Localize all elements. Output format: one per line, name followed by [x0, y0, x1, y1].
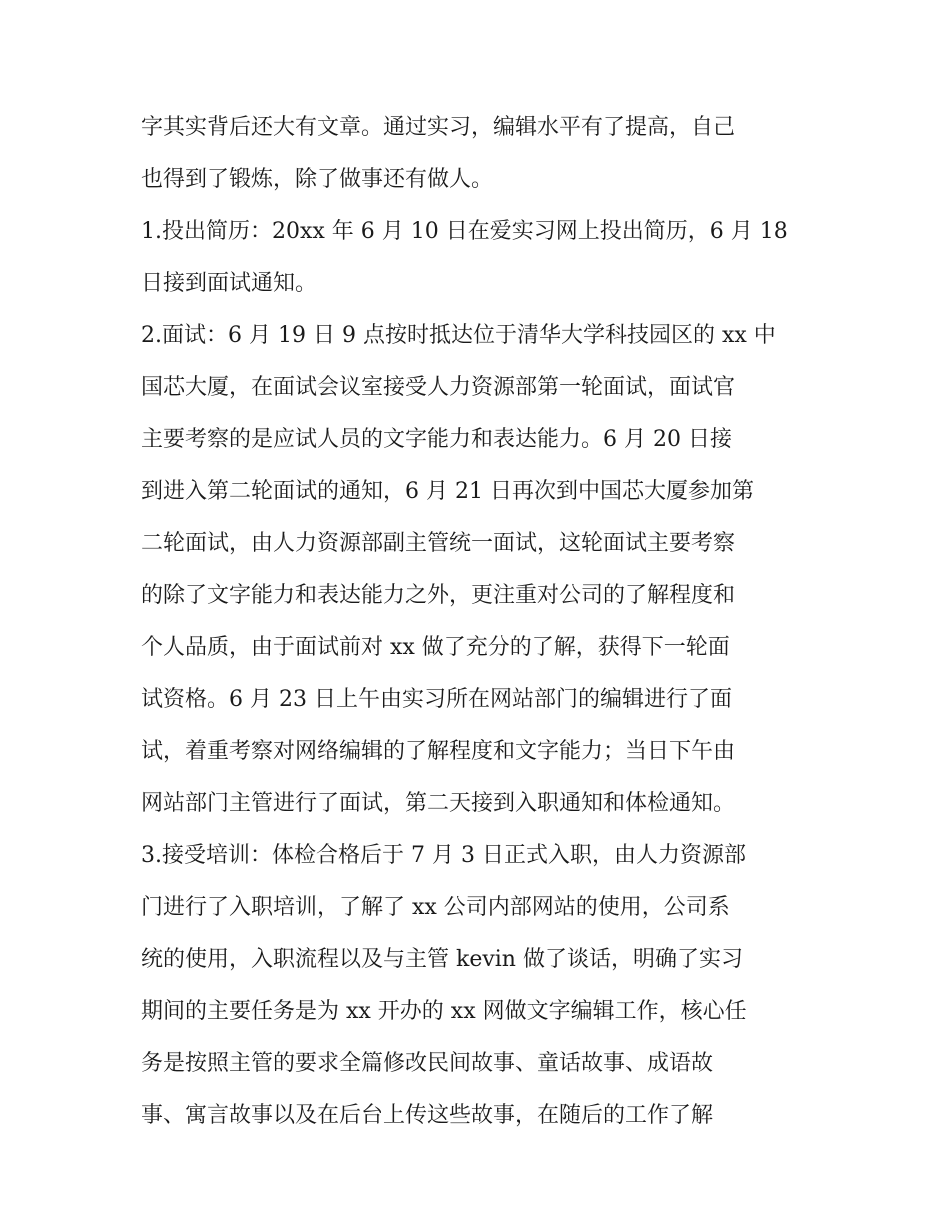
text-line: 网站部门主管进行了面试，第二天接到入职通知和体检通知。 — [141, 791, 736, 816]
text-line: 个人品质，由于面试前对 xx 做了充分的了解，获得下一轮面 — [141, 635, 730, 660]
text-line: 到进入第二轮面试的通知，6 月 21 日再次到中国芯大厦参加第 — [141, 479, 754, 504]
text-line: 也得到了锻炼，除了做事还有做人。 — [141, 167, 494, 192]
text-line: 试，着重考察对网络编辑的了解程度和文字能力；当日下午由 — [141, 739, 736, 764]
body-text — [141, 102, 821, 1142]
text-line: 主要考察的是应试人员的文字能力和表达能力。6 月 20 日接 — [141, 427, 732, 452]
text-line: 国芯大厦，在面试会议室接受人力资源部第一轮面试，面试官 — [141, 375, 736, 400]
text-line: 3.接受培训：体检合格后于 7 月 3 日正式入职，由人力资源部 — [141, 843, 746, 868]
text-line: 事、寓言故事以及在后台上传这些故事，在随后的工作了解 — [141, 1103, 714, 1128]
text-line: 的除了文字能力和表达能力之外，更注重对公司的了解程度和 — [141, 583, 736, 608]
text-line: 二轮面试，由人力资源部副主管统一面试，这轮面试主要考察 — [141, 531, 736, 556]
text-line: 统的使用，入职流程以及与主管 kevin 做了谈话，明确了实习 — [141, 947, 743, 972]
text-line: 门进行了入职培训，了解了 xx 公司内部网站的使用，公司系 — [141, 895, 730, 920]
text-line: 2.面试：6 月 19 日 9 点按时抵达位于清华大学科技园区的 xx 中 — [141, 323, 776, 348]
text-line: 期间的主要任务是为 xx 开办的 xx 网做文字编辑工作，核心任 — [141, 999, 747, 1024]
text-line: 1.投出简历：20xx 年 6 月 10 日在爱实习网上投出简历，6 月 18 — [141, 219, 788, 244]
text-line: 日接到面试通知。 — [141, 271, 318, 296]
text-line: 务是按照主管的要求全篇修改民间故事、童话故事、成语故 — [141, 1051, 714, 1076]
text-line: 试资格。6 月 23 日上午由实习所在网站部门的编辑进行了面 — [141, 687, 732, 712]
text-line: 字其实背后还大有文章。通过实习，编辑水平有了提高，自己 — [141, 115, 736, 140]
